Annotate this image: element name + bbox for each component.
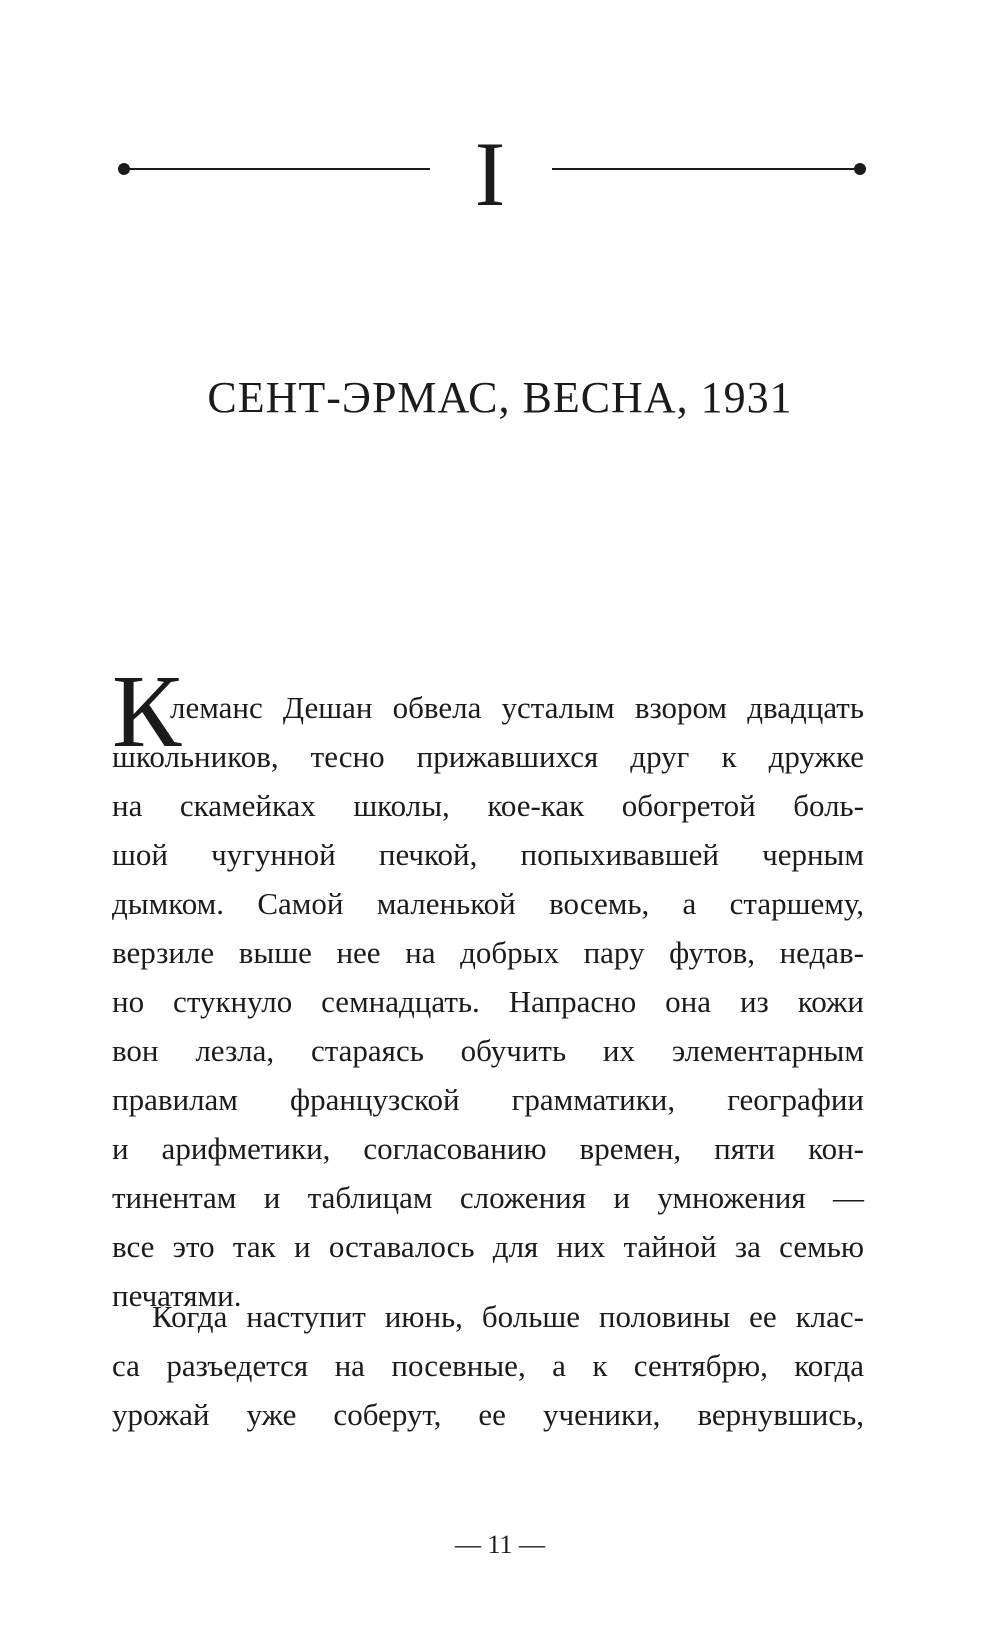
ornament-rule-right	[552, 168, 860, 170]
text-line: шой чугунной печкой, попыхивавшей черным	[112, 837, 864, 872]
text-line: урожай уже соберут, ее ученики, вернувшись,	[112, 1397, 864, 1432]
text-line: тинентам и таблицам сложения и умножения —	[112, 1180, 864, 1215]
text-line: школьников, тесно прижавшихся друг к дружке	[112, 739, 864, 774]
paragraph-1	[112, 683, 864, 1320]
text-line: леманс Дешан обвела усталым взором двадцать	[170, 690, 864, 725]
text-line: правилам французской грамматики, географии	[112, 1082, 864, 1117]
text-line: дымком. Самой маленькой восемь, а старшему,	[112, 886, 864, 921]
chapter-number: I	[474, 123, 506, 225]
text-line: печатями.	[112, 1278, 242, 1313]
paragraph-2	[112, 1292, 864, 1439]
text-line: верзиле выше нее на добрых пару футов, недав-	[112, 935, 864, 970]
drop-cap: К	[112, 654, 182, 769]
text-line: но стукнуло семнадцать. Напрасно она из кожи	[112, 984, 864, 1019]
text-line: вон лезла, стараясь обучить их элементарным	[112, 1033, 864, 1068]
text-line: на скамейках школы, кое-как обогретой боль-	[112, 788, 864, 823]
text-line: Когда наступит июнь, больше половины ее клас-	[152, 1299, 864, 1334]
ornament-dot-right	[854, 163, 866, 175]
chapter-title: СЕНТ-ЭРМАС, ВЕСНА, 1931	[207, 373, 793, 422]
text-line: все это так и оставалось для них тайной за семью	[112, 1229, 864, 1264]
ornament-rule-left	[124, 168, 430, 170]
text-line: и арифметики, согласованию времен, пяти кон-	[112, 1131, 864, 1166]
page-number: — 11 —	[454, 1530, 546, 1559]
text-line: са разъедется на посевные, а к сентябрю, когда	[112, 1348, 864, 1383]
